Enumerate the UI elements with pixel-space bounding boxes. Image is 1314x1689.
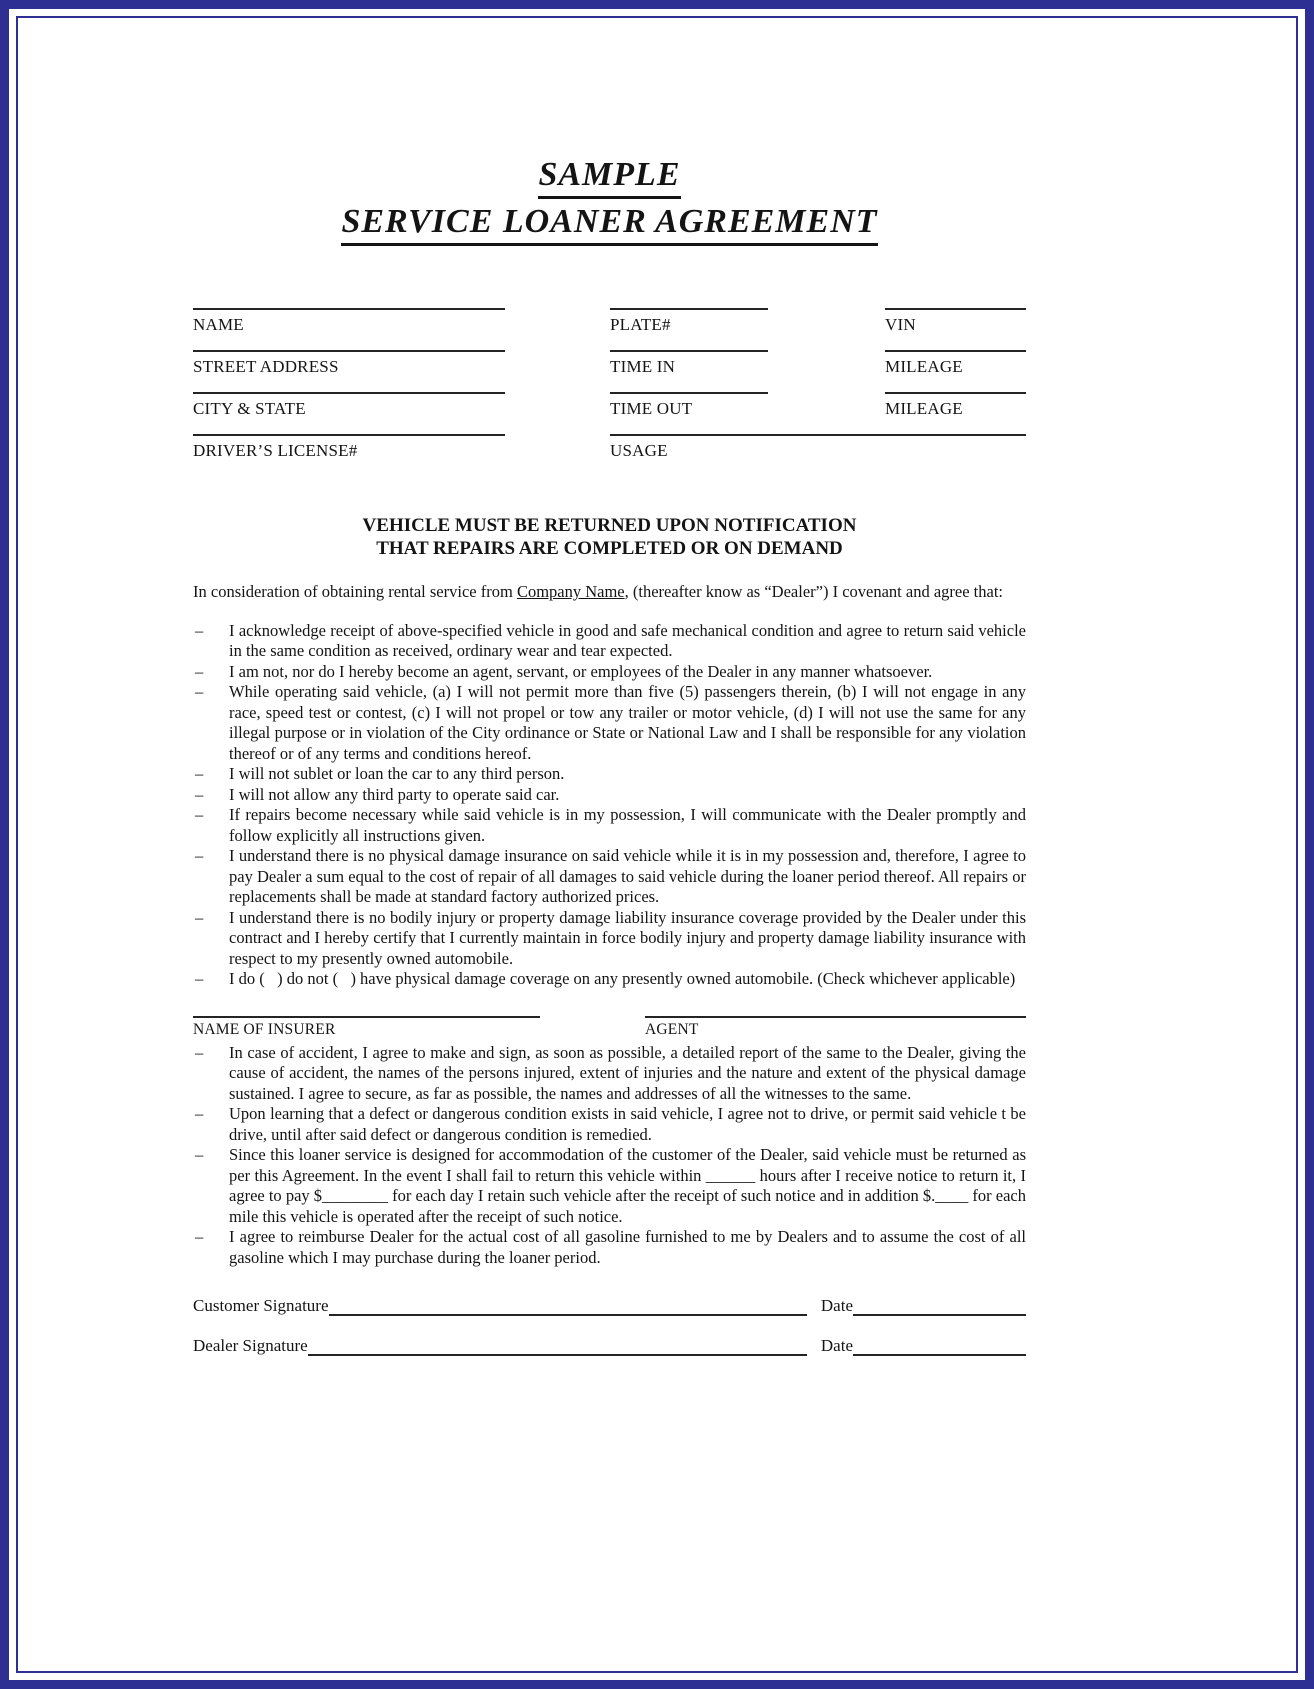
name-of-insurer-blank-line [193, 1016, 540, 1018]
drivers-license-field [193, 434, 505, 461]
customer-signature-row [193, 1296, 1026, 1316]
agreement-term: – I acknowledge receipt of above-specified vehicle in good and safe mechanical condition and agree to return said vehicle in the same condition as received, ordinary wear and tear expected. [193, 621, 1026, 662]
name-field [193, 308, 505, 335]
accident-term: – In case of accident, I agree to make and sign, as soon as possible, a detailed report of the same to the Dealer, giving the cause of accident, the names of the persons injured, extent of injuries and the nature and extent of the physical damage sustained. I agree to secure, as far as possible, the names and addresses of all the witnesses to the same. [193, 1043, 1026, 1105]
insurer-row-spacer [540, 1016, 645, 1039]
agreement-term: – If repairs become necessary while said vehicle is in my possession, I will communicate with the Dealer promptly and follow explicitly all instructions given. [193, 805, 1026, 846]
name-of-insurer-field [193, 1016, 540, 1039]
city-state-field-label: CITY & STATE [193, 399, 306, 418]
plate-field [610, 308, 768, 335]
intro-paragraph [193, 582, 1026, 603]
agreement-term: – I will not sublet or loan the car to any third person. [193, 764, 1026, 785]
vin-field [885, 308, 1026, 335]
accident-term: – Since this loaner service is designed for accommodation of the customer of the Dealer, said vehicle must be returned as per this Agreement. In the event I shall fail to return this vehicle within ______ hours after I receive notice to return it, I agree to pay $________ for each day I retain such vehicle after the receipt of such notice and in addition $.____ for each mile this vehicle is operated after the receipt of such notice. [193, 1145, 1026, 1227]
agreement-term: – I do ( ) do not ( ) have physical damage coverage on any presently owned automobile. (Check whichever applicable) [193, 969, 1026, 990]
company-name-placeholder: Company Name [516, 582, 625, 601]
document-content [193, 9, 1026, 1356]
title-line-agreement: SERVICE LOANER AGREEMENT [341, 202, 877, 246]
form-fields-area [193, 308, 1026, 468]
customer-signature-blank-line [329, 1300, 807, 1316]
drivers-license-field-label: DRIVER’S LICENSE# [193, 441, 358, 460]
dealer-date-label: Date [820, 1336, 853, 1355]
dealer-signature-blank-line [308, 1340, 807, 1356]
agreement-term: – While operating said vehicle, (a) I will not permit more than five (5) passengers therein, (b) I will not engage in any race, speed test or contest, (c) I will not propel or tow any trailer or motor vehicle, (d) I will not use the same for any illegal purpose or in violation of the City ordinance or State or National Law and I shall be responsible for any violation thereof or of any terms and conditions hereof. [193, 682, 1026, 764]
agreement-term: – I am not, nor do I hereby become an agent, servant, or employees of the Dealer in any manner whatsoever. [193, 662, 1026, 683]
name-of-insurer-label: NAME OF INSURER [193, 1020, 336, 1038]
mileage-out-field-label: MILEAGE [885, 399, 963, 418]
intro-part1: In consideration of obtaining rental service from [193, 582, 517, 601]
accident-term: – I agree to reimburse Dealer for the actual cost of all gasoline furnished to me by Dealers and to assume the cost of all gasoline which I may purchase during the loaner period. [193, 1227, 1026, 1268]
plate-field-label: PLATE# [610, 315, 671, 334]
customer-date-label: Date [820, 1296, 853, 1315]
dealer-date-blank-line [853, 1340, 1026, 1356]
time-out-blank-line [610, 392, 768, 394]
mileage-in-blank-line [885, 350, 1026, 352]
agreement-terms-list [193, 621, 1026, 990]
usage-field [610, 434, 1026, 461]
usage-blank-line [610, 434, 1026, 436]
agreement-term: – I understand there is no physical damage insurance on said vehicle while it is in my possession and, therefore, I agree to pay Dealer a sum equal to the cost of repair of all damages to said vehicle during the loaner period thereof. All repairs or replacements shall be made at standard factory authorized prices. [193, 846, 1026, 908]
mileage-out-field [885, 392, 1026, 419]
time-in-field [610, 350, 768, 377]
street-address-field-label: STREET ADDRESS [193, 357, 339, 376]
city-state-field [193, 392, 505, 419]
agent-blank-line [645, 1016, 1026, 1018]
mileage-out-blank-line [885, 392, 1026, 394]
street-address-blank-line [193, 350, 505, 352]
agent-field [645, 1016, 1026, 1039]
name-field-label: NAME [193, 315, 244, 334]
vin-blank-line [885, 308, 1026, 310]
insurer-agent-row [193, 1016, 1026, 1039]
mileage-in-field [885, 350, 1026, 377]
time-out-field-label: TIME OUT [610, 399, 693, 418]
title-line-sample: SAMPLE [538, 155, 680, 199]
customer-date-blank-line [853, 1300, 1026, 1316]
dealer-signature-label: Dealer Signature [193, 1336, 308, 1355]
usage-field-label: USAGE [610, 441, 668, 460]
name-blank-line [193, 308, 505, 310]
street-address-field [193, 350, 505, 377]
time-out-field [610, 392, 768, 419]
plate-blank-line [610, 308, 768, 310]
time-in-blank-line [610, 350, 768, 352]
accident-terms-list [193, 1043, 1026, 1269]
dealer-signature-row [193, 1336, 1026, 1356]
drivers-license-blank-line [193, 434, 505, 436]
return-notice-line1: VEHICLE MUST BE RETURNED UPON NOTIFICATION [362, 515, 857, 536]
city-state-blank-line [193, 392, 505, 394]
mileage-in-field-label: MILEAGE [885, 357, 963, 376]
vin-field-label: VIN [885, 315, 916, 334]
document-title [193, 9, 1026, 246]
time-in-field-label: TIME IN [610, 357, 676, 376]
return-notice-line2: THAT REPAIRS ARE COMPLETED OR ON DEMAND [376, 538, 843, 559]
agent-label: AGENT [645, 1020, 699, 1038]
accident-term: – Upon learning that a defect or dangerous condition exists in said vehicle, I agree not to drive, or permit said vehicle t be drive, until after said defect or dangerous condition is remedied. [193, 1104, 1026, 1145]
intro-part2: , (thereafter know as “Dealer”) I covenant and agree that: [624, 582, 1003, 601]
agreement-term: – I will not allow any third party to operate said car. [193, 785, 1026, 806]
agreement-term: – I understand there is no bodily injury or property damage liability insurance coverage provided by the Dealer under this contract and I hereby certify that I currently maintain in force bodily injury and property damage liability insurance with respect to my presently owned automobile. [193, 908, 1026, 970]
return-notice [193, 514, 1026, 560]
customer-signature-label: Customer Signature [193, 1296, 329, 1315]
